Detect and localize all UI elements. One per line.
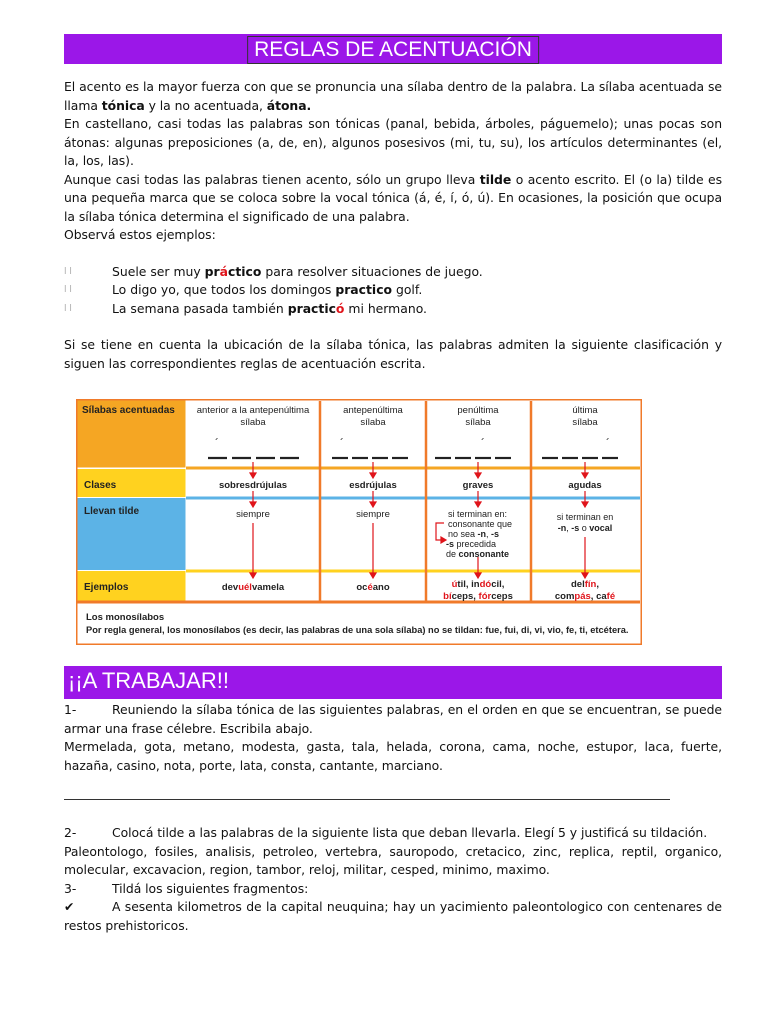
task-1-words: Mermelada, gota, metano, modesta, gasta, tala, helada, corona, cama, noche, estupor, laca, fuerte, hazaña, casino, nota, porte, lata, consta, cantante, marciano.: [64, 739, 722, 773]
svg-text:´: ´: [215, 436, 219, 450]
title-banner: [64, 34, 722, 64]
svg-text:de consonante: de consonante: [446, 549, 510, 559]
clase-4: agudas: [568, 480, 602, 491]
clase-3: graves: [462, 480, 494, 491]
row-label-silabas: Sílabas acentuadas: [82, 405, 175, 416]
tilde-1: siempre: [236, 509, 270, 520]
intro-paragraph-4: Observá estos ejemplos:: [64, 227, 216, 242]
col-header-2: antepenúltima: [343, 405, 403, 416]
accentuation-table: [76, 399, 642, 645]
svg-text:sílaba: sílaba: [465, 417, 491, 428]
example-item: l l Suele ser muy práctico para resolver situaciones de juego.: [64, 263, 483, 279]
task-3-fragment: ✔ A sesenta kilometros de la capital neuquina; hay un yacimiento paleontologico con centenares de restos prehistoricos.: [64, 899, 722, 933]
page-title: REGLAS DE ACENTUACIÓN: [247, 36, 539, 64]
tilde-4: [557, 512, 614, 533]
task-3: 3- Tildá los siguientes fragmentos:: [64, 880, 309, 896]
svg-text:´: ´: [606, 436, 610, 450]
svg-text:´: ´: [481, 436, 485, 450]
svg-text:consonante que: consonante que: [448, 519, 513, 529]
section-title: ¡¡A TRABAJAR!!: [68, 668, 229, 693]
intro-paragraph-3: Aunque casi todas las palabras tienen acento, sólo un grupo lleva tilde o acento escrito. El (o la) tilde es una pequeña marca que se coloca sobre la vocal tónica (á, é, í, ó, ú). En ocasiones, la posición que ocupa la sílaba tónica determina el significado de una palabra.: [64, 171, 723, 224]
svg-text:si terminan en: si terminan en: [556, 512, 614, 522]
intro-paragraph-2: En castellano, casi todas las palabras son tónicas (panal, bebida, árboles, páguemelo); unas pocas son átonas: algunas preposiciones (a, de, en), algunos posesivos (mi, tu, su), los artículos determinantes (el, la, los, las).: [64, 116, 722, 168]
accentuation-table-graphic: [76, 399, 642, 645]
svg-text:-s precedida: -s precedida: [446, 539, 497, 549]
svg-text:-n, -s o vocal: -n, -s o vocal: [557, 523, 613, 533]
checkmark-icon: ✔: [64, 899, 75, 914]
svg-text:si terminan en:: si terminan en:: [448, 509, 508, 519]
task-2: 2- Colocá tilde a las palabras de la siguiente lista que deban llevarla. Elegí 5 y justificá su tildación.: [64, 825, 708, 840]
answer-line[interactable]: [64, 799, 670, 800]
intro-paragraph-1: El acento es la mayor fuerza con que se pronuncia una sílaba dentro de la palabra. La sílaba acentuada se llama tónica y la no acentuada, átona.: [64, 79, 722, 113]
row-label-ejemplos: Ejemplos: [84, 582, 129, 593]
clase-2: esdrújulas: [349, 480, 397, 491]
svg-text:compás, café: compás, café: [554, 591, 616, 602]
classification-paragraph: Si se tiene en cuenta la ubicación de la sílaba tónica, las palabras admiten la siguiente clasificación y siguen las correspondientes reglas de acentuación escrita.: [64, 337, 722, 371]
svg-text:sílaba: sílaba: [360, 417, 386, 428]
svg-text:no sea -n, -s: no sea -n, -s: [448, 529, 500, 539]
ejemplo-4: delfín,: [571, 579, 599, 590]
ejemplo-3: útil, indócil,: [451, 579, 505, 590]
example-item: l l La semana pasada también practicó mi hermano.: [64, 300, 427, 316]
row-label-clases: Clases: [84, 480, 117, 491]
section-banner: [64, 666, 722, 699]
clase-1: sobresdrújulas: [218, 480, 288, 491]
document-page: [64, 34, 722, 935]
task-1: 1- Reuniendo la sílaba tónica de las siguientes palabras, en el orden en que se encuentran, se puede armar una frase célebre. Escribila abajo.: [64, 702, 722, 736]
svg-text:bíceps, fórceps: bíceps, fórceps: [443, 591, 513, 602]
monosilabos-text: Por regla general, los monosílabos (es decir, las palabras de una sola sílaba) no se tildan: fue, fui, di, vi, vio, fe, ti, etcétera.: [86, 625, 629, 635]
ejemplo-2: océano: [356, 582, 390, 593]
row-label-tilde: Llevan tilde: [84, 506, 140, 517]
example-item: l l Lo digo yo, que todos los domingos practico golf.: [64, 282, 423, 297]
col-header-3: penúltima: [457, 405, 499, 416]
svg-text:´: ´: [340, 436, 344, 450]
tilde-2: siempre: [356, 509, 390, 520]
ejemplo-1: devuélvamela: [221, 582, 285, 593]
col-header-1: anterior a la antepenúltima: [196, 405, 310, 416]
col-header-4: última: [572, 405, 598, 416]
svg-text:sílaba: sílaba: [240, 417, 266, 428]
monosilabos-title: Los monosílabos: [86, 612, 165, 623]
svg-text:sílaba: sílaba: [572, 417, 598, 428]
task-2-words: Paleontologo, fosiles, analisis, petroleo, vertebra, sauropodo, cretacico, zinc, replica, reptil, organico, molecular, excavacion, region, tambor, reloj, militar, cesped, minimo, maximo.: [64, 843, 722, 877]
